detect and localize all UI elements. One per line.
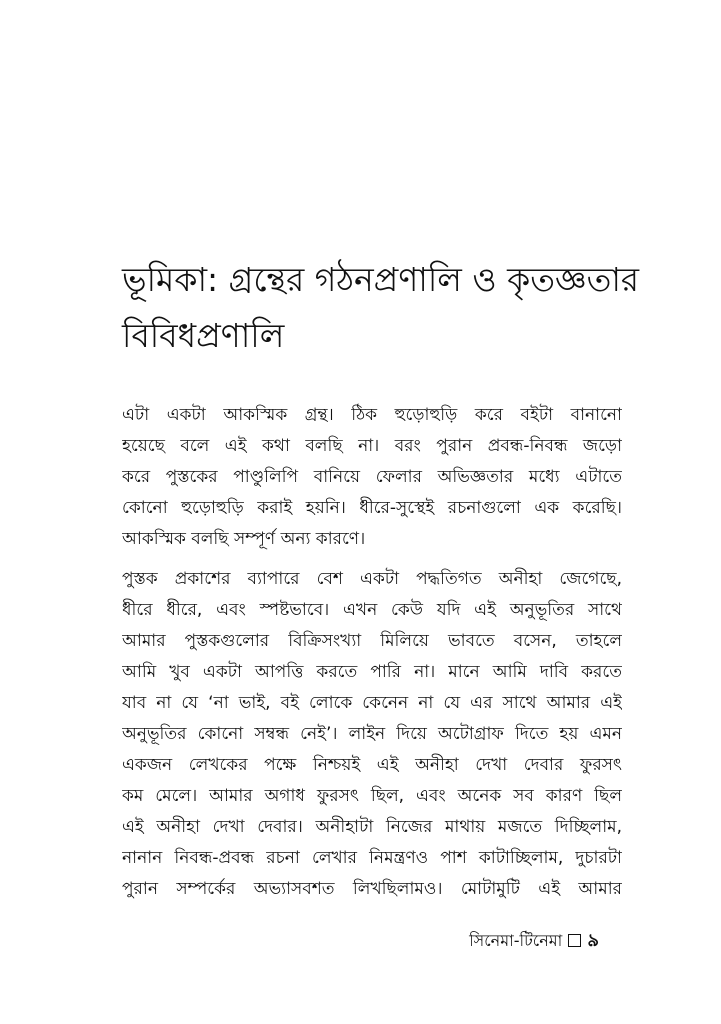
square-separator-icon xyxy=(568,934,581,947)
page-number: ৯ xyxy=(587,930,599,951)
text-line: একজন লেখকের পক্ষে নিশ্চয়ই এই অনীহা দেখা দেবার ফুরসৎ xyxy=(122,755,622,775)
text-line: আমি খুব একটা আপত্তি করতে পারি না। মানে আমি দাবি করতে xyxy=(122,662,622,682)
running-book-title: সিনেমা-টিনেমা xyxy=(469,931,563,950)
text-line: কম মেলে। আমার অগাধ ফুরসৎ ছিল, এবং অনেক সব কারণ ছিল xyxy=(122,786,622,806)
text-line: হয়েছে বলে এই কথা বলছি না। বরং পুরান প্রবন্ধ-নিবন্ধ জড়ো xyxy=(122,436,622,456)
text-line: অনুভূতির কোনো সম্বন্ধ নেই’। লাইন দিয়ে অটোগ্রাফ দিতে হয় এমন xyxy=(122,724,622,744)
text-line: কোনো হুড়োহুড়ি করাই হয়নি। ধীরে-সুস্থেই রচনাগুলো এক করেছি। xyxy=(122,498,622,518)
text-line: আমার পুস্তকগুলোর বিক্রিসংখ্যা মিলিয়ে ভাবতে বসেন, তাহলে xyxy=(122,631,622,651)
chapter-title-line-1: ভূমিকা: গ্রন্থের গঠনপ্রণালি ও কৃতজ্ঞতার xyxy=(122,260,640,299)
text-line: ধীরে ধীরে, এবং স্পষ্টভাবে। এখন কেউ যদি এই অনুভূতির সাথে xyxy=(122,600,622,620)
text-line: পুরান সম্পর্কের অভ্যাসবশত লিখছিলামও। মোটামুটি এই আমার xyxy=(122,879,622,899)
text-line: নানান নিবন্ধ-প্রবন্ধ রচনা লেখার নিমন্ত্রণও পাশ কাটাচ্ছিলাম, দুচারটা xyxy=(122,848,622,868)
text-line: করে পুস্তকের পাণ্ডুলিপি বানিয়ে ফেলার অভিজ্ঞতার মধ্যে এটাতে xyxy=(122,467,622,487)
text-line: আকস্মিক বলছি সম্পূর্ণ অন্য কারণে। xyxy=(122,529,366,549)
body-text xyxy=(122,400,622,914)
text-line: এই অনীহা দেখা দেবার। অনীহাটা নিজের মাথায় মজতে দিচ্ছিলাম, xyxy=(122,817,622,837)
text-line: যাব না যে ‘না ভাই, বই লোকে কেনেন না যে এর সাথে আমার এই xyxy=(122,693,622,713)
paragraph-1 xyxy=(122,400,622,555)
text-line: পুস্তক প্রকাশের ব্যাপারে বেশ একটা পদ্ধতিগত অনীহা জেগেছে, xyxy=(122,569,622,589)
chapter-title-line-2: বিবিধপ্রণালি xyxy=(122,316,285,355)
text-line: এটা একটা আকস্মিক গ্রন্থ। ঠিক হুড়োহুড়ি করে বইটা বানানো xyxy=(122,405,622,425)
page-footer xyxy=(469,928,599,954)
chapter-title xyxy=(122,252,640,364)
paragraph-2 xyxy=(122,564,622,905)
